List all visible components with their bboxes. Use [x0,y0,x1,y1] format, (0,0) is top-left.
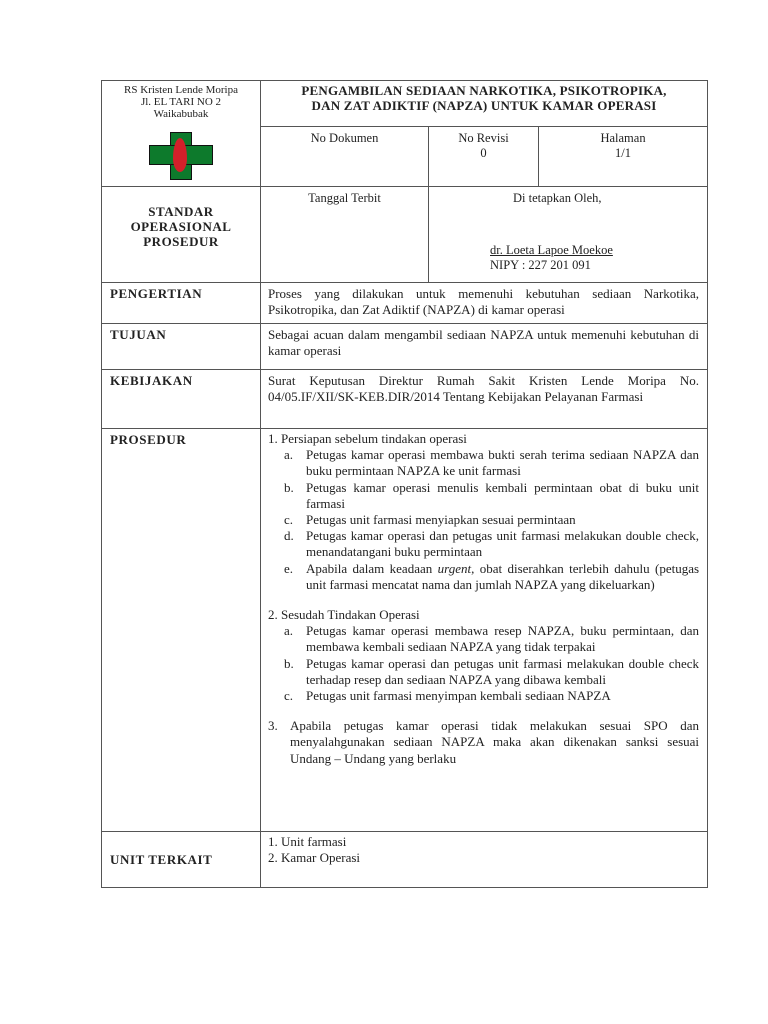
ditetapkan-cell [429,187,708,283]
no-revisi-label: No Revisi [458,131,509,145]
hospital-cell [102,81,261,187]
signer-name: dr. Loeta Lapoe Moekoe [490,243,613,257]
no-dokumen-label: No Dokumen [310,131,379,145]
signer-nipy: NIPY : 227 201 091 [490,258,591,272]
kebijakan-label: KEBIJAKAN [102,370,261,429]
list-item: a. Petugas kamar operasi membawa bukti serah terima sediaan NAPZA dan buku permintaan NAPZA ke unit farmasi [284,447,700,479]
list-item: b. Petugas kamar operasi menulis kembali permintaan obat di buku unit farmasi [284,479,700,511]
sop-label-cell: STANDAR OPERASIONAL PROSEDUR [102,187,261,283]
list-item: e. Apabila dalam keadaan urgent, obat diserahkan terlebih dahulu (petugas unit farmasi mencatat nama dan jumlah NAPZA yang dikeluarkan) [284,560,700,592]
prosedur-content [261,429,708,832]
hospital-address: Jl. EL TARI NO 2 [140,96,222,108]
prosedur-step-3: 3. Apabila petugas kamar operasi tidak melakukan sesuai SPO dan menyalahgunakan sediaan NAPZA maka akan dikenakan sanksi sesuai Undang – Undang yang berlaku [268,718,700,766]
tujuan-text: Sebagai acuan dalam mengambil sediaan NAPZA untuk memenuhi kebutuhan di kamar operasi [261,324,708,370]
prosedur-label: PROSEDUR [102,429,261,832]
pengertian-label: PENGERTIAN [102,283,261,324]
list-item: c. Petugas unit farmasi menyimpan kembali sediaan NAPZA [284,688,611,704]
list-item: c. Petugas unit farmasi menyiapkan sesuai permintaan [284,512,576,528]
tujuan-label: TUJUAN [102,324,261,370]
unit-terkait-list [261,832,708,888]
sop-table [101,80,708,888]
halaman-label: Halaman [600,131,646,145]
no-revisi-value: 0 [480,146,487,160]
red-cross-green-icon [149,132,213,180]
prosedur-step-2-title: 2. Sesudah Tindakan Operasi [268,607,420,623]
ditetapkan-label: Di tetapkan Oleh, [513,191,602,205]
halaman-cell [539,127,708,187]
list-item: a. Petugas kamar operasi membawa resep NAPZA, buku permintaan, dan membawa kembali sediaan NAPZA yang tidak terpakai [284,623,700,655]
tanggal-terbit-label: Tanggal Terbit [308,191,381,205]
unit-terkait-label: UNIT TERKAIT [102,832,261,888]
no-revisi-cell [429,127,539,187]
list-item: b. Petugas kamar operasi dan petugas unit farmasi melakukan double check terhadap resep dan sediaan NAPZA yang dibawa kembali [284,655,700,687]
document-title: PENGAMBILAN SEDIAAN NARKOTIKA, PSIKOTROPIKA, DAN ZAT ADIKTIF (NAPZA) UNTUK KAMAR OPERASI [261,81,708,127]
kebijakan-text: Surat Keputusan Direktur Rumah Sakit Kristen Lende Moripa No. 04/05.IF/XII/SK-KEB.DIR/2014 Tentang Kebijakan Pelayanan Farmasi [261,370,708,429]
halaman-value: 1/1 [615,146,631,160]
hospital-name: RS Kristen Lende Moripa [124,84,238,96]
list-item: 2. Kamar Operasi [268,850,361,865]
no-dokumen-cell [261,127,429,187]
tanggal-terbit-cell [261,187,429,283]
list-item: d. Petugas kamar operasi dan petugas unit farmasi melakukan double check, menandatangani buku permintaan [284,528,700,560]
hospital-city: Waikabubak [153,108,209,120]
sop-document [101,80,707,888]
list-item: 1. Unit farmasi [268,834,347,849]
pengertian-text: Proses yang dilakukan untuk memenuhi kebutuhan sediaan Narkotika, Psikotropika, dan Zat Adiktif (NAPZA) di kamar operasi [261,283,708,324]
prosedur-step-1-title: 1. Persiapan sebelum tindakan operasi [268,431,467,446]
